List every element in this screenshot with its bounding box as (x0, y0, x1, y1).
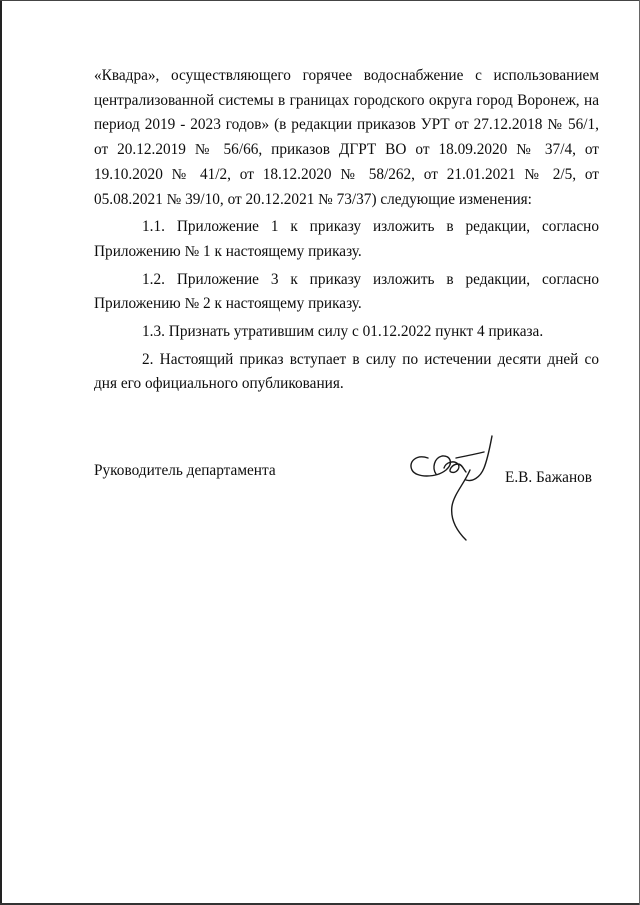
intro-paragraph: «Квадра», осуществляющего горячее водоснабжение с использованием централизованной системы в границах городского округа город Воронеж, на период 2019 - 2023 годов» (в редакции приказов УРТ от 27.12.2018 № 56/1, от 20.12.2019 № 56/66, приказов ДГРТ ВО от 18.09.2020 № 37/4, от 19.10.2020 № 41/2, от 18.12.2020 № 58/262, от 21.01.2021 № 2/5, от 05.08.2021 № 39/10, от 20.12.2021 № 73/37) следующие изменения: (94, 67, 599, 208)
signature-icon (406, 428, 506, 546)
signature-block (94, 455, 599, 565)
scan-edge-top (0, 0, 640, 1)
signatory-name: Е.В. Бажанов (505, 469, 593, 486)
item-2-paragraph: 2. Настоящий приказ вступает в силу по истечении десяти дней со дня его официального опубликования. (94, 350, 599, 393)
document-body (94, 64, 599, 397)
item-1-3-paragraph: 1.3. Признать утратившим силу с 01.12.2022 пункт 4 приказа. (142, 323, 544, 341)
scan-edge-left (0, 0, 2, 905)
item-1-1-paragraph: 1.1. Приложение 1 к приказу изложить в редакции, согласно Приложению № 1 к настоящему приказу. (94, 218, 599, 260)
item-1-2-paragraph: 1.2. Приложение 3 к приказу изложить в редакции, согласно Приложению № 2 к настоящему приказу. (94, 270, 599, 313)
signatory-title: Руководитель департамента (94, 462, 276, 479)
